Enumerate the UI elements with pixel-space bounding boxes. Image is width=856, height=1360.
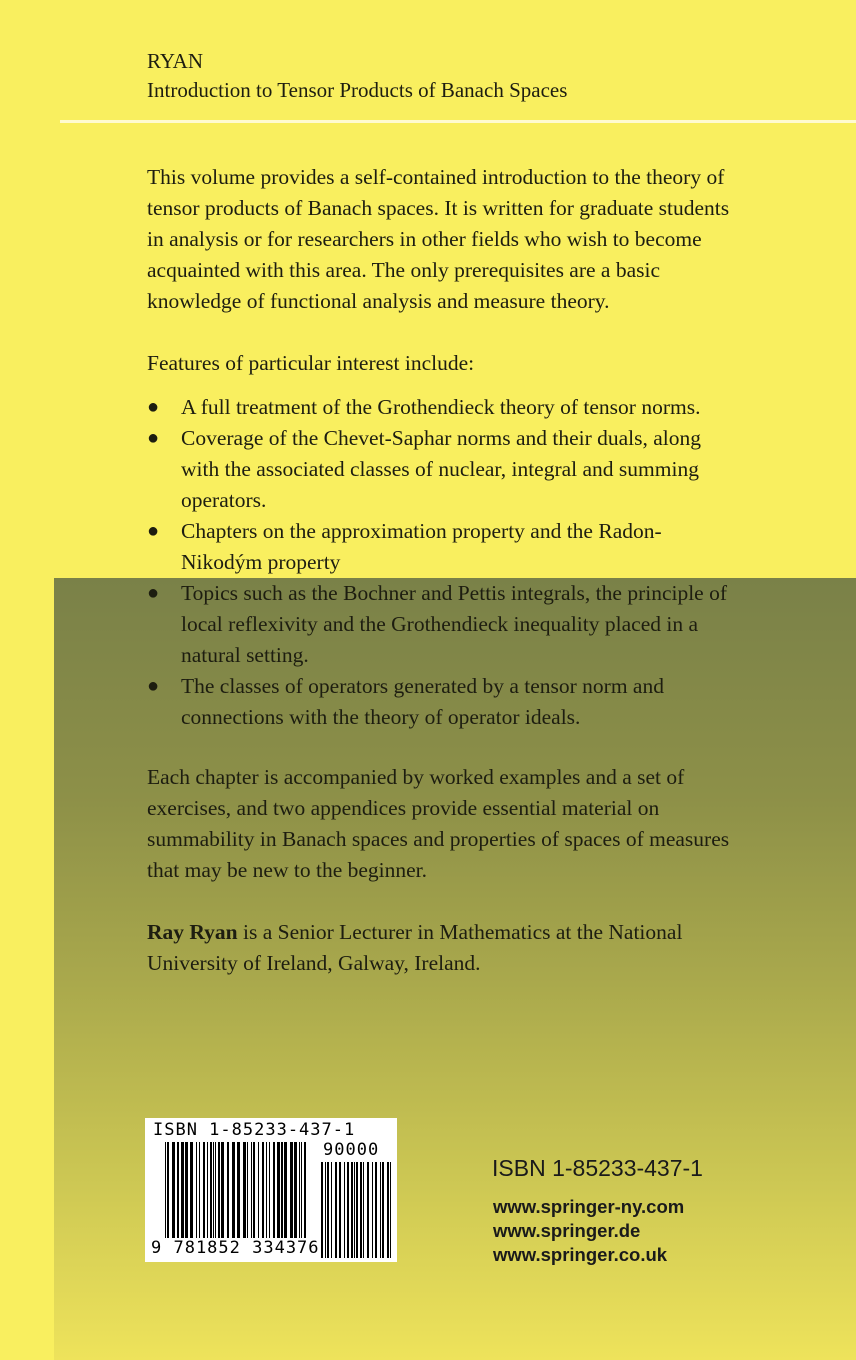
barcode-bar <box>281 1142 283 1238</box>
bullet-icon: ● <box>147 427 160 449</box>
barcode-bar <box>203 1142 205 1238</box>
barcode <box>145 1118 397 1262</box>
barcode-addon-bar <box>327 1162 329 1258</box>
barcode-addon-bar <box>356 1162 358 1258</box>
book-title: Introduction to Tensor Products of Banach Spaces <box>147 78 568 102</box>
barcode-addon-label: 90000 <box>323 1140 380 1160</box>
website-link: www.springer-ny.com <box>493 1196 685 1217</box>
feature-text: Chapters on the approximation property and the Radon-Nikodým property <box>181 519 662 574</box>
barcode-bar <box>207 1142 208 1238</box>
description <box>147 162 737 979</box>
list-item <box>147 516 737 578</box>
barcode-bar <box>258 1142 259 1238</box>
barcode-bar <box>277 1142 280 1246</box>
barcode-addon-bar <box>390 1162 391 1258</box>
bullet-icon: ● <box>147 520 160 542</box>
barcode-bar <box>299 1142 300 1238</box>
barcode-addon-bar <box>339 1162 341 1258</box>
bullet-icon: ● <box>147 582 160 604</box>
intro-paragraph: This volume provides a self-contained introduction to the theory of tensor products of Banach spaces. It is written for graduate students in analysis or for researchers in other fields who wish to become acquainted with this area. The only prerequisites are a basic knowledge of functional analysis and measure theory. <box>147 165 730 313</box>
isbn: ISBN 1-85233-437-1 <box>492 1155 703 1181</box>
barcode-bar <box>199 1142 200 1238</box>
chapters-paragraph: Each chapter is accompanied by worked examples and a set of exercises, and two appendices provide essential material on summability in Banach spaces and properties of spaces of measures that may be new to the beginner. <box>147 765 730 882</box>
barcode-addon-bar <box>372 1162 373 1258</box>
barcode-bar <box>243 1142 246 1238</box>
barcode-bar <box>177 1142 179 1238</box>
barcode-bar <box>290 1142 293 1238</box>
barcode-bar <box>262 1142 264 1238</box>
list-item <box>147 671 737 733</box>
barcode-addon-bar <box>335 1162 337 1258</box>
author-bio <box>147 917 737 979</box>
barcode-addon-bar <box>331 1162 332 1258</box>
barcode-bar <box>190 1142 193 1238</box>
list-item <box>147 392 737 423</box>
barcode-bar <box>284 1142 287 1238</box>
barcode-bar <box>221 1142 224 1238</box>
barcode-bar <box>196 1142 197 1246</box>
author-header: RYAN <box>147 49 204 73</box>
barcode-number: 9 781852 334376 <box>151 1238 320 1258</box>
bullet-icon: ● <box>147 675 160 697</box>
barcode-bar <box>210 1142 212 1238</box>
barcode-bar <box>237 1142 240 1238</box>
barcode-bar <box>301 1142 302 1238</box>
barcode-addon-bar <box>367 1162 369 1258</box>
barcode-addon-bar <box>375 1162 377 1258</box>
features-heading: Features of particular interest include: <box>147 351 475 375</box>
barcode-bar <box>185 1142 188 1238</box>
barcode-addon-bar <box>351 1162 353 1258</box>
website-link: www.springer.co.uk <box>493 1244 668 1265</box>
barcode-bar <box>172 1142 175 1238</box>
author-bio-text: is a Senior Lecturer in Mathematics at the National University of Ireland, Galway, Ireland. <box>147 920 683 975</box>
barcode-addon-bar <box>382 1162 384 1258</box>
barcode-bar <box>253 1142 255 1238</box>
barcode-bar <box>215 1142 216 1238</box>
barcode-addon-bar <box>387 1162 389 1258</box>
barcode-bar <box>247 1142 248 1238</box>
bullet-icon: ● <box>147 396 160 418</box>
barcode-bar <box>232 1142 235 1238</box>
header <box>147 47 567 105</box>
barcode-bar <box>304 1142 306 1246</box>
feature-text: The classes of operators generated by a tensor norm and connections with the theory of operator ideals. <box>181 674 664 729</box>
website-link: www.springer.de <box>493 1220 641 1241</box>
barcode-bar <box>167 1142 169 1238</box>
barcode-bar <box>294 1142 297 1238</box>
barcode-bar <box>227 1142 229 1238</box>
barcode-addon-bar <box>347 1162 349 1258</box>
barcode-addon-bar <box>321 1162 323 1258</box>
feature-text: A full treatment of the Grothendieck theory of tensor norms. <box>181 395 701 419</box>
author-name: Ray Ryan <box>147 920 238 944</box>
publisher-websites <box>493 1195 684 1267</box>
barcode-bar <box>181 1142 184 1238</box>
list-item <box>147 578 737 671</box>
header-divider <box>60 120 856 123</box>
barcode-bar <box>266 1142 267 1238</box>
feature-text: Coverage of the Chevet-Saphar norms and their duals, along with the associated classes of nuclear, integral and summing operators. <box>181 426 702 512</box>
barcode-bar <box>213 1142 214 1238</box>
barcode-addon-bar <box>354 1162 355 1258</box>
barcode-addon-bar <box>344 1162 345 1258</box>
feature-text: Topics such as the Bochner and Pettis integrals, the principle of local reflexivity and the Grothendieck inequality placed in a natural setting. <box>181 581 728 667</box>
barcode-isbn-label: ISBN 1-85233-437-1 <box>153 1120 356 1140</box>
barcode-bar <box>269 1142 270 1238</box>
barcode-bar <box>165 1142 166 1246</box>
barcode-bar <box>273 1142 275 1238</box>
list-item <box>147 423 737 516</box>
barcode-bar <box>251 1142 252 1246</box>
barcode-addon-bar <box>363 1162 364 1258</box>
features-list <box>147 392 737 733</box>
barcode-bar <box>218 1142 220 1246</box>
barcode-addon-bar <box>380 1162 381 1258</box>
barcode-addon-bar <box>360 1162 362 1258</box>
barcode-addon-bar <box>325 1162 326 1258</box>
